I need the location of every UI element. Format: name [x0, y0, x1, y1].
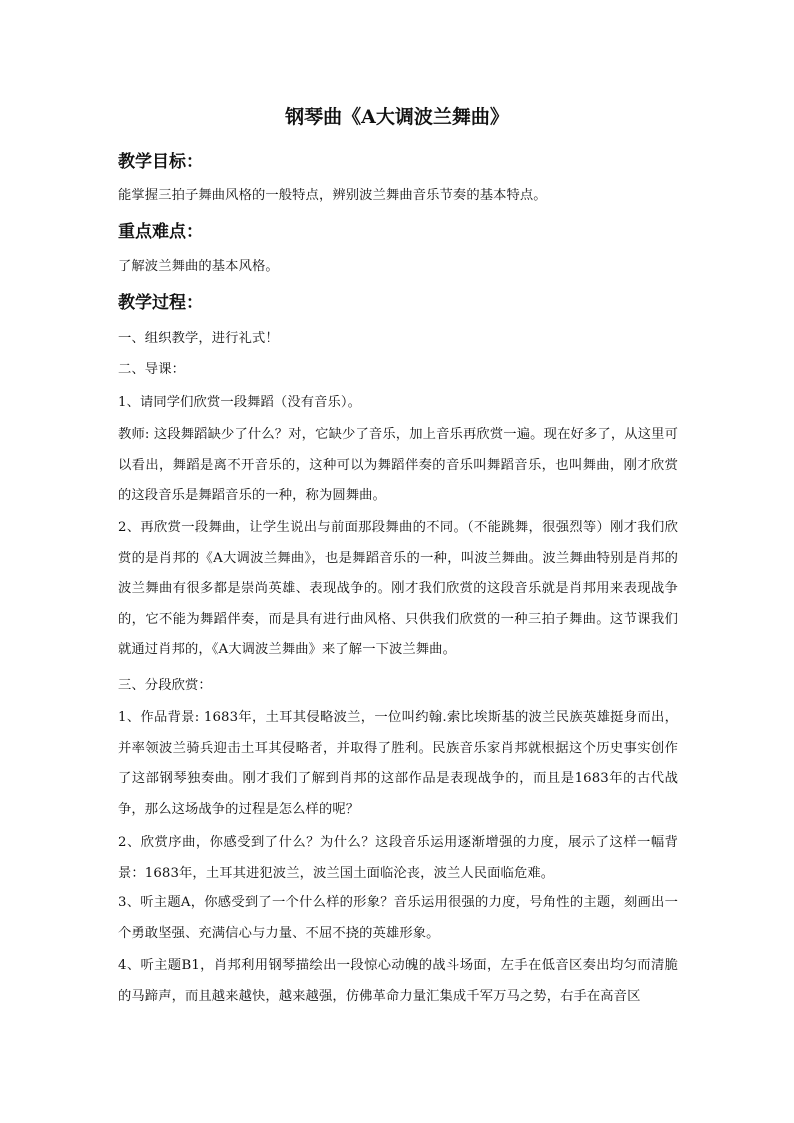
process-paragraph-6: 三、分段欣赏：	[118, 678, 212, 693]
process-paragraph-10: 4、听主题B1，肖邦利用钢琴描绘出一段惊心动魄的战斗场面，左手在低音区奏出均匀而清脆的马蹄声，而且越来越快，越来越强，仿佛革命力量汇集成千军万马之势，右手在高音区	[118, 958, 678, 1004]
process-paragraph-9: 3、听主题A，你感受到了一个什么样的形象？音乐运用很强的力度，号角性的主题，刻画出一个勇敢坚强、充满信心与力量、不屈不挠的英雄形象。	[118, 895, 678, 941]
process-paragraph-5: 2、再欣赏一段舞曲，让学生说出与前面那段舞曲的不同。（不能跳舞，很强烈等）刚才我们欣赏的是肖邦的《A大调波兰舞曲》，也是舞蹈音乐的一种，叫波兰舞曲。波兰舞曲特别是肖邦的波兰舞曲有很多都是崇尚英雄、表现战争的。刚才我们欣赏的这段音乐就是肖邦用来表现战争的，它不能为舞蹈伴奏，而是具有进行曲风格、只供我们欣赏的一种三拍子舞曲。这节课我们就通过肖邦的，《A大调波兰舞曲》来了解一下波兰舞曲。	[118, 520, 678, 657]
process-paragraph-8: 2、欣赏序曲，你感受到了什么？为什么？这段音乐运用逐渐增强的力度，展示了这样一幅背景：1683年，土耳其进犯波兰，波兰国土面临沦丧，波兰人民面临危难。	[118, 835, 678, 881]
key-heading: 重点难点：	[118, 222, 203, 242]
process-paragraph-4: 教师: 这段舞蹈缺少了什么？对，它缺少了音乐，加上音乐再欣赏一遍。现在好多了，从这里可以看出，舞蹈是离不开音乐的，这种可以为舞蹈伴奏的音乐叫舞蹈音乐，也叫舞曲，刚才欣赏的这段音乐是舞蹈音乐的一种，称为圆舞曲。	[118, 427, 678, 503]
goal-heading: 教学目标：	[118, 152, 203, 172]
document-title: 钢琴曲《A大调波兰舞曲》	[285, 106, 509, 128]
process-paragraph-2: 二、导课：	[118, 362, 185, 377]
process-paragraph-3: 1、请同学们欣赏一段舞蹈（没有音乐）。	[118, 395, 362, 410]
goal-text: 能掌握三拍子舞曲风格的一般特点，辨别波兰舞曲音乐节奏的基本特点。	[118, 188, 547, 203]
process-paragraph-7: 1、作品背景: 1683年，土耳其侵略波兰，一位叫约翰.索比埃斯基的波兰民族英雄挺身而出，并率领波兰骑兵迎击土耳其侵略者，并取得了胜利。民族音乐家肖邦就根据这个历史事实创作了这部钢琴独奏曲。刚才我们了解到肖邦的这部作品是表现战争的，而且是1683年的古代战争，那么这场战争的过程是怎么样的呢？	[118, 710, 678, 817]
key-text: 了解波兰舞曲的基本风格。	[118, 259, 279, 274]
process-heading: 教学过程：	[118, 293, 203, 313]
process-paragraph-1: 一、组织教学，进行礼式！	[118, 331, 279, 346]
